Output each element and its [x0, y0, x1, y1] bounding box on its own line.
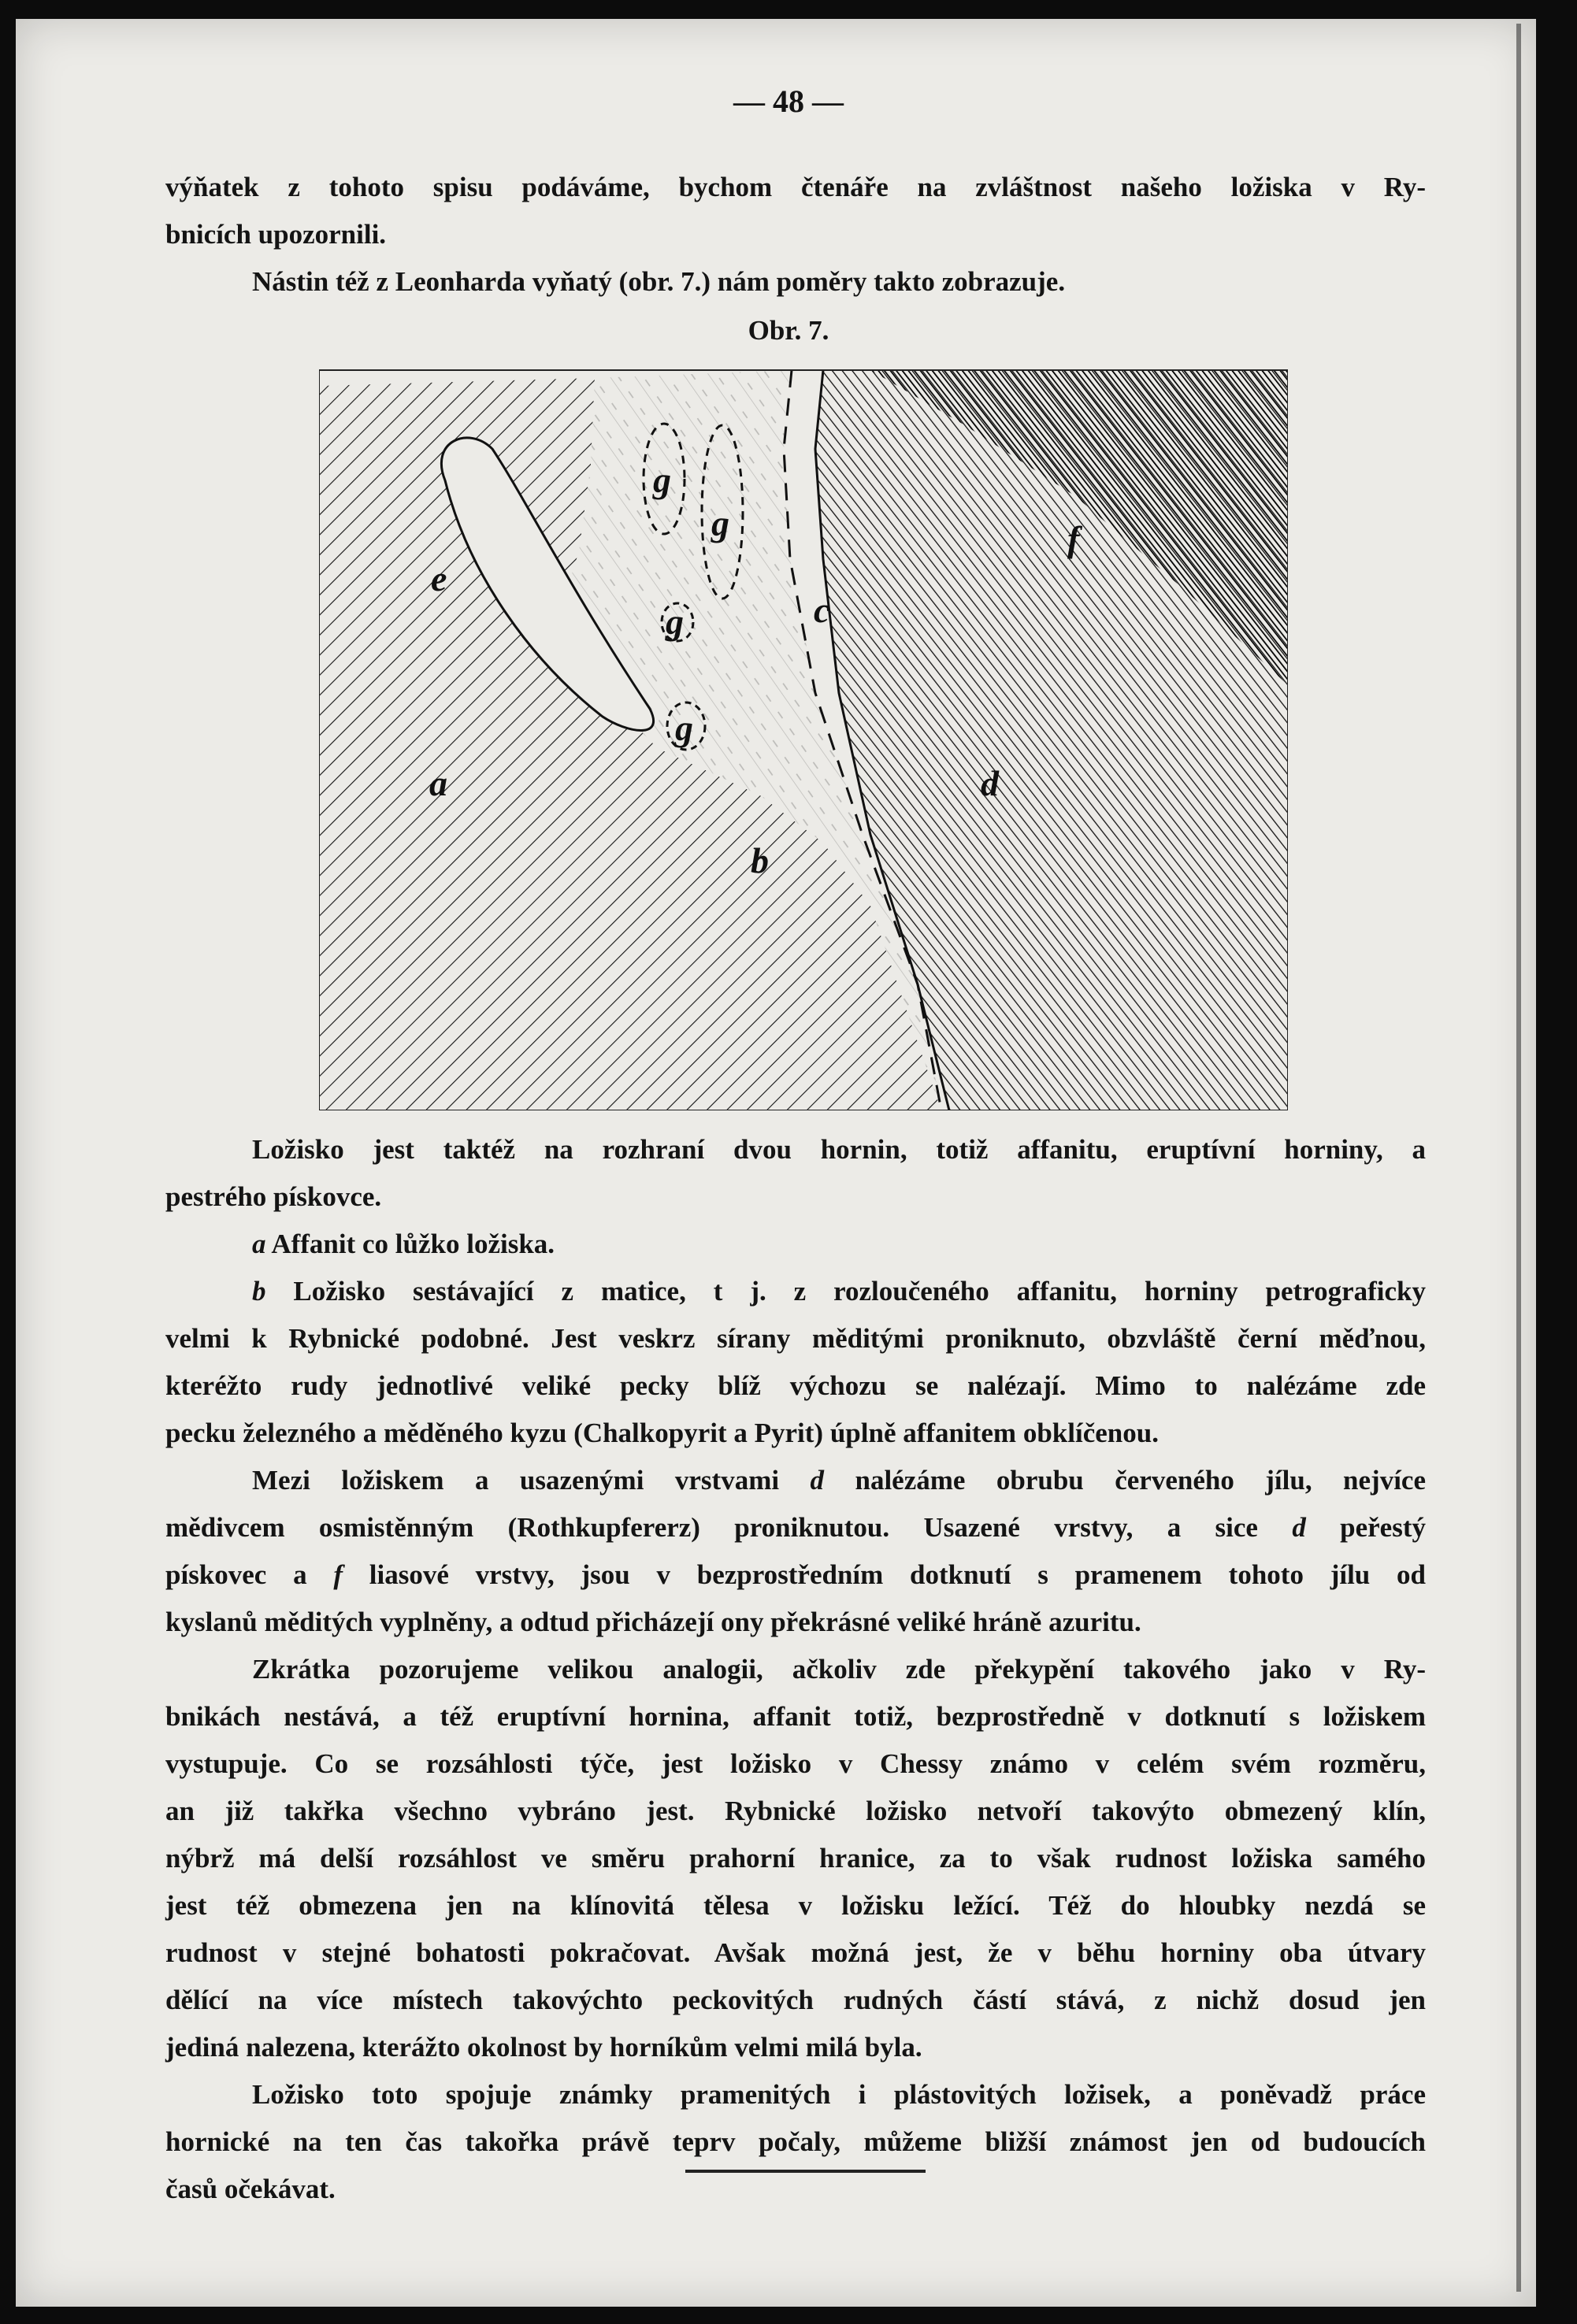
legend-letter: a	[252, 1229, 266, 1259]
label-g: g	[666, 602, 684, 642]
figure-caption: Obr. 7.	[748, 315, 829, 346]
page-edge	[1516, 24, 1521, 2292]
text-line	[165, 1551, 1426, 1599]
label-f: f	[1067, 519, 1080, 559]
page-number: — 48 —	[733, 83, 844, 119]
geologic-section-figure	[319, 354, 1288, 1110]
text-span: d	[1292, 1512, 1306, 1543]
text-line: Ložisko jest taktéž na rozhraní dvou hornin, totiž affanitu, eruptívní horniny, a	[252, 1134, 1426, 1165]
text-line: hornické na ten čas takořka právě teprv počaly, můžeme bližší známost jen od budoucích	[165, 2126, 1426, 2157]
text-line: jediná nalezena, kterážto okolnost by horníkům velmi milá byla.	[165, 2032, 922, 2063]
text-line: rudnost v stejné bohatosti pokračovat. Avšak možná jest, že v běhu horniny oba útvary	[165, 1937, 1426, 1968]
label-a: a	[429, 763, 447, 803]
text-line: Zkrátka pozorujeme velikou analogii, ačkoliv zde překypění takového jako v Ry-	[252, 1654, 1426, 1685]
legend-a	[165, 1221, 1426, 1268]
text-span: d	[810, 1465, 825, 1496]
label-c: c	[814, 590, 830, 630]
text-span: pískovec a	[165, 1559, 334, 1590]
legend-letter: b	[252, 1276, 266, 1307]
text-line: dělící na více místech takovýchto peckovitých rudných částí stává, z nichž dosud jen	[165, 1985, 1426, 2015]
text-span: mědivcem osmistěnným (Rothkupfererz) proniknutou. Usazené vrstvy, a sice	[165, 1512, 1293, 1543]
text-line: pestrého pískovce.	[165, 1181, 382, 1212]
label-g: g	[675, 708, 693, 748]
text-line: pecku železného a měděného kyzu (Chalkopyrit a Pyrit) úplně affanitem obklíčenou.	[165, 1418, 1159, 1448]
legend-text: Affanit co lůžko ložiska.	[271, 1229, 555, 1259]
text-line: nýbrž má delší rozsáhlost ve směru prahorní hranice, za to však rudnost ložiska samého	[165, 1843, 1426, 1874]
text-line: bnicích upozornili.	[165, 219, 387, 250]
text-span: liasové vrstvy, jsou v bezprostředním dotknutí s pramenem tohoto jílu od	[343, 1559, 1426, 1590]
text-line: velmi k Rybnické podobné. Jest veskrz sírany měditými proniknuto, obzvláště černí měďnou,	[165, 1323, 1426, 1354]
text-line: výňatek z tohoto spisu podáváme, bychom čtenáře na zvláštnost našeho ložiska v Ry-	[165, 172, 1426, 202]
text-line: kyslanů měditých vyplněny, a odtud přicházejí ony překrásné veliké hráně azuritu.	[165, 1607, 1141, 1637]
label-b: b	[751, 840, 769, 880]
label-e: e	[431, 558, 447, 599]
figure-intro: Nástin též z Leonharda vyňatý (obr. 7.) nám poměry takto zobrazuje.	[252, 266, 1066, 297]
text-line	[165, 1504, 1426, 1551]
end-rule	[685, 2170, 926, 2173]
text-line: jest též obmezena jen na klínovitá tělesa v ložisku ležící. Též do hloubky nezdá se	[165, 1890, 1426, 1921]
intro-text	[165, 164, 1426, 306]
text-span: peřestý	[1305, 1512, 1426, 1543]
label-d: d	[981, 763, 999, 803]
label-g: g	[653, 460, 671, 500]
text-line: časů očekávat.	[165, 2174, 336, 2204]
text-span: nalézáme obrubu červeného jílu, nejvíce	[824, 1465, 1426, 1496]
text-line	[165, 1457, 1426, 1504]
text-line: Ložisko toto spojuje známky pramenitých i plástovitých ložisek, a poněvadž práce	[252, 2079, 1426, 2110]
legend-text: Ložisko sestávající z matice, t j. z rozloučeného affanitu, horniny petrograficky	[293, 1276, 1426, 1307]
body-text	[165, 1126, 1426, 2213]
text-span: Mezi ložiskem a usazenými vrstvami	[252, 1465, 811, 1496]
text-line: an již takřka všechno vybráno jest. Rybnické ložisko netvoří takovýto obmezený klín,	[165, 1796, 1426, 1826]
text-line: vystupuje. Co se rozsáhlosti týče, jest ložisko v Chessy známo v celém svém rozměru,	[165, 1748, 1426, 1779]
legend-b	[165, 1268, 1426, 1315]
text-line: bnikách nestává, a též eruptívní hornina, affanit totiž, bezprostředně v dotknutí s ložiskem	[165, 1701, 1426, 1732]
text-line: kteréžto rudy jednotlivé veliké pecky blíž výchozu se nalézají. Mimo to nalézáme zde	[165, 1370, 1426, 1401]
text-span: f	[333, 1559, 343, 1590]
label-g: g	[711, 503, 729, 543]
